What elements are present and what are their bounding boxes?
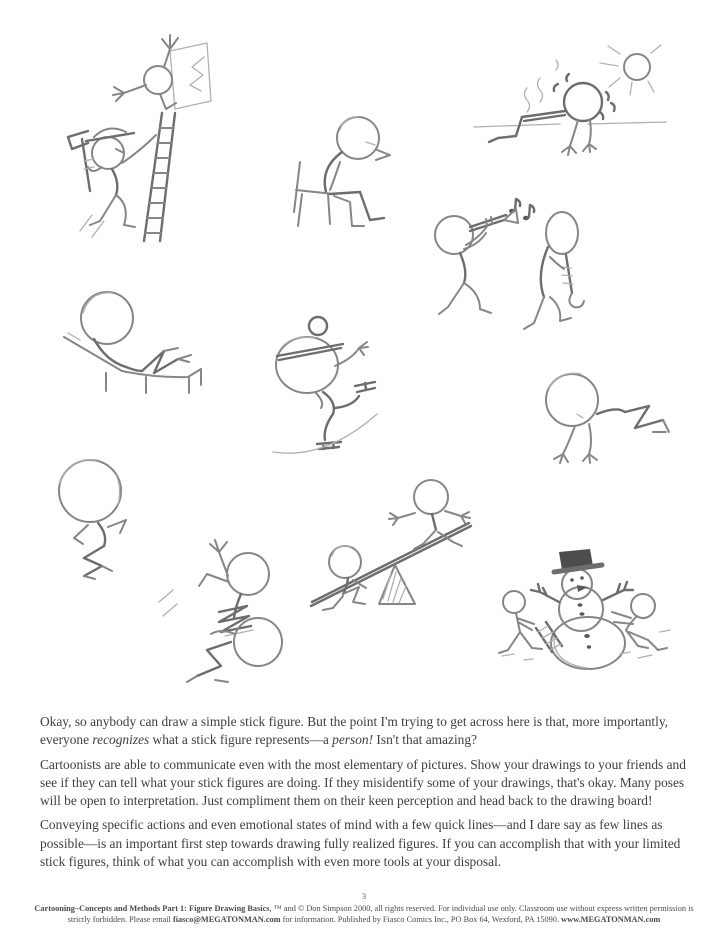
ice-skater-sketch [255, 308, 387, 456]
seesaw-sketch [295, 468, 477, 616]
leaping-figure-sketch [32, 443, 154, 578]
body-text [40, 713, 692, 877]
body-paragraph-3: Conveying specific actions and even emotional states of mind with a few quick lines—and I dare say as few lines as possible—is an important first step towards drawing fully realized figures. If you can accomplish that with your limited stick figures, think of what you can accomplish with even more tools at your disposal. [40, 817, 681, 870]
p1-text: Okay, so anybody can draw a simple stick figure. But the point I'm trying to get across here is that, more importantly, everyone [40, 714, 669, 748]
body-paragraph-1 [40, 713, 692, 750]
musicians-sketch [420, 195, 600, 333]
p1-italic-recognizes: recognizes [92, 732, 150, 748]
fire-rescue-ladder-sketch [58, 33, 208, 245]
footer-email: fiasco@MEGATONMAN.com [172, 915, 281, 924]
footer-title: Cartooning–Concepts and Methods Part 1: Figure Drawing Basics [34, 904, 270, 913]
footer-website: www.MEGATONMAN.com [561, 915, 661, 924]
crawling-figure-sketch [525, 358, 675, 470]
body-paragraph-2: Cartoonists are able to communicate even with the most elementary of pictures. Show your drawings to your friends and see if they can tell what your stick figures are doing. If they misidentify some of your drawings, that's okay. Many poses will be open to interpretation. Just compliment them on their keen perception and head back to the drawing board! [40, 756, 686, 809]
footer-text: for information. Published by Fiasco Comics Inc., PO Box 64, Wexford, PA 15090. [280, 915, 562, 924]
desert-crawl-sketch [470, 40, 670, 170]
footer-text: , ™ and © Don Simpson 2000, all rights reserved. For individual use only. Classroom use without express written permission is strictly forbidden. Please email [67, 904, 694, 924]
footer-copyright [24, 903, 704, 925]
lounge-chair-sketch [50, 273, 212, 395]
snowman-building-sketch [490, 548, 682, 676]
p1-text: Isn't that amazing? [373, 732, 477, 748]
page-number: 3 [361, 891, 367, 901]
fight-scuffle-sketch [155, 538, 297, 693]
p1-text: what a stick figure represents—a [149, 732, 333, 748]
p1-italic-person: person! [332, 732, 374, 748]
sitting-on-chair-sketch [282, 100, 412, 230]
